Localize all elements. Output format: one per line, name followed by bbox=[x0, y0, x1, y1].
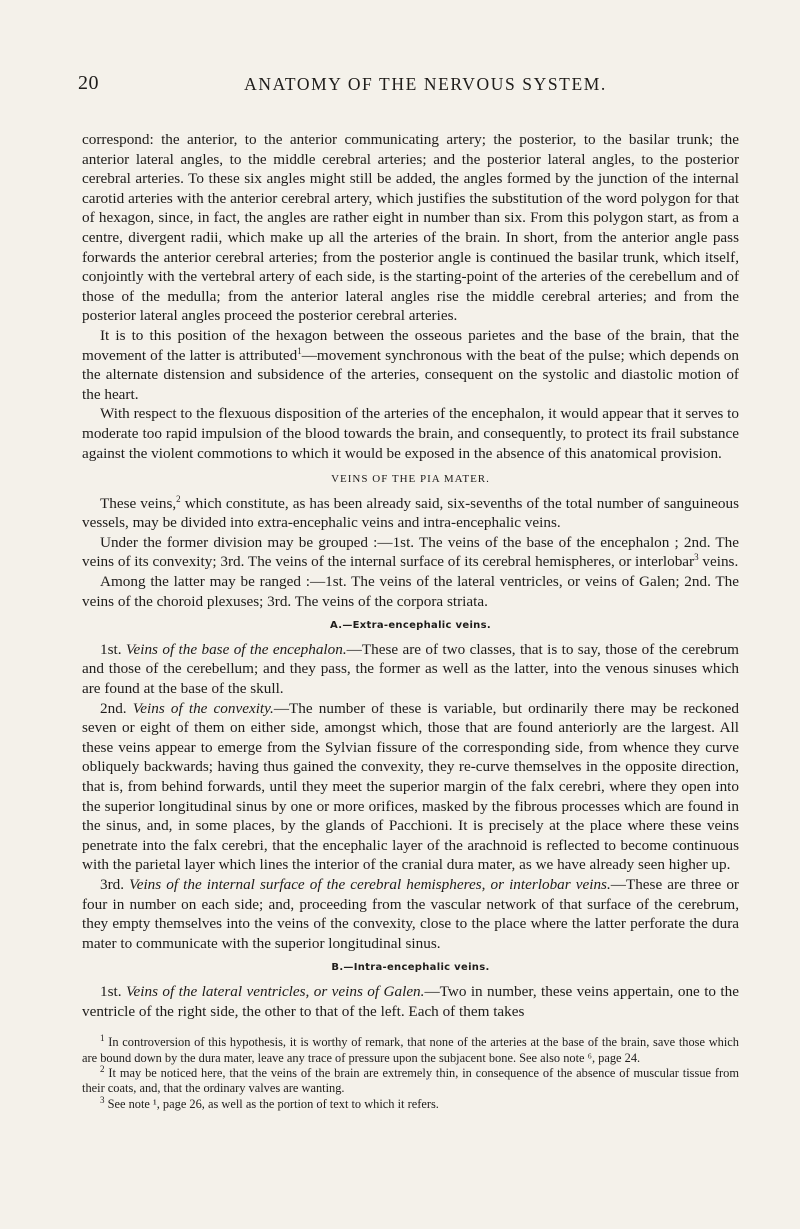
page-header bbox=[78, 72, 739, 102]
paragraph bbox=[82, 875, 739, 953]
italic-title: Veins of the internal surface of the cerebral hemispheres, or interlobar veins. bbox=[129, 875, 611, 893]
text-span: —These are three or four in number on each side; and, proceeding from the vascular network of that surface of the cerebrum, they empty themselves into the veins of the convexity, close to the place where the latter perforate the dura mater to communicate with the superior longitudinal sinus. bbox=[82, 875, 739, 952]
paragraph bbox=[82, 533, 739, 572]
footnote-ref: 2 bbox=[176, 493, 181, 504]
text-span: It is to this position of the hexagon between the osseous parietes and the base of the brain, that the movement of the latter is attributed bbox=[82, 326, 739, 364]
footnote bbox=[82, 1035, 739, 1066]
paragraph bbox=[82, 326, 739, 404]
footnote-mark: 1 bbox=[100, 1033, 105, 1043]
paragraph: With respect to the flexuous disposition of the arteries of the encephalon, it would appear that it serves to moderate too rapid impulsion of the blood towards the brain, and consequently, to protect its frail substance against the violent commotions to which it would be exposed in the absence of this anatomical provision. bbox=[82, 405, 739, 462]
paragraph bbox=[82, 494, 739, 533]
paragraph bbox=[82, 640, 739, 699]
footnote-text: In controversion of this hypothesis, it is worthy of remark, that none of the arteries at the base of the brain, save those which are bound down by the dura mater, leave any trace of pressure upon the subjacent bone. See also note ⁶, page 24. bbox=[82, 1035, 739, 1065]
paragraph: correspond: the anterior, to the anterior communicating artery; the posterior, to the basilar trunk; the anterior lateral angles, to the middle cerebral arteries; and the posterior lateral angles, to the posterior cerebral arteries. To these six angles might still be added, the angles formed by the junction of the internal carotid arteries with the anterior cerebral artery, which justifies the substitution of the word polygon for that of hexagon, since, in fact, the angles are rather eight in number than six. From this polygon start, as from a centre, divergent radii, which make up all the arteries of the brain. In short, from the anterior angle pass forwards the anterior cerebral arteries; from the posterior angle is continued the basilar trunk, which itself, conjointly with the vertebral artery of each side, is the starting-point of the arteries of the cerebellum and of those of the medulla; from the anterior lateral angles rise the middle cerebral arteries; and from the posterior lateral angles proceed the posterior cerebral arteries. bbox=[82, 131, 739, 325]
subsection-heading: B.—Intra-encephalic veins. bbox=[331, 962, 490, 974]
running-head: ANATOMY OF THE NERVOUS SYSTEM. bbox=[244, 74, 607, 94]
subsection-heading: A.—Extra-encephalic veins. bbox=[330, 620, 491, 632]
text-span: —movement synchronous with the beat of the pulse; which depends on the alternate distension and subsidence of the arteries, consequent on the systolic and diastolic motion of the heart. bbox=[82, 346, 739, 403]
text-span: 2nd. bbox=[100, 699, 133, 717]
text-span: 1st. bbox=[100, 982, 126, 1000]
footnote bbox=[82, 1094, 739, 1112]
footnotes bbox=[82, 1035, 739, 1112]
footnote-mark: 3 bbox=[100, 1094, 105, 1105]
text-span: Under the former division may be grouped :—1st. The veins of the base of the encephalon ; 2nd. The veins of its convexity; 3rd. The veins of the internal surface of its cerebral hemispheres, or interlobar bbox=[82, 533, 739, 571]
footnote bbox=[82, 1063, 739, 1097]
body-text bbox=[82, 130, 739, 1021]
footnote-ref: 3 bbox=[694, 552, 699, 563]
page-number: 20 bbox=[78, 72, 99, 94]
text-span: —The number of these is variable, but ordinarily there may be reckoned seven or eight of them on either side, amongst which, those that are found anteriorly are the largest. All these veins appear to emerge from the Sylvian fissure of the corresponding side, from whence they curve obliquely backwards; having thus gained the convexity, they re-curve themselves in the opposite direction, that is, from behind forwards, until they meet the superior margin of the falx cerebri, where they open into the superior longitudinal sinus by one or more orifices, masked by the fibrous processes which are found in the sinus, and, in some places, by the glands of Pacchioni. It is precisely at the place where these veins penetrate into the falx cerebri, that the encephalic layer of the arachnoid is reflected to become continuous with the parietal layer which lines the interior of the cranial dura mater, as we have already seen higher up. bbox=[82, 699, 740, 874]
text-span: 1st. bbox=[100, 640, 126, 658]
paragraph bbox=[82, 982, 739, 1021]
italic-title: Veins of the base of the encephalon. bbox=[125, 640, 347, 658]
section-heading: VEINS OF THE PIA MATER. bbox=[331, 473, 490, 486]
italic-title: Veins of the lateral ventricles, or veins of Galen. bbox=[125, 982, 425, 1000]
text-span: veins. bbox=[698, 553, 739, 571]
footnote-text: It may be noticed here, that the veins of the brain are extremely thin, in consequence of the absence of muscular tissue from their coats, and, that the ordinary valves are wanting. bbox=[82, 1065, 739, 1096]
text-span: —Two in number, these veins appertain, one to the ventricle of the right side, the other to that of the left. Each of them takes bbox=[82, 982, 739, 1020]
text-span: 3rd. bbox=[100, 875, 130, 893]
italic-title: Veins of the convexity. bbox=[132, 699, 274, 717]
paragraph bbox=[82, 699, 739, 875]
paragraph: Among the latter may be ranged :—1st. The veins of the lateral ventricles, or veins of Galen; 2nd. The veins of the choroid plexuses; 3rd. The veins of the corpora striata. bbox=[82, 573, 739, 610]
text-span: These veins, bbox=[100, 494, 177, 512]
footnote-ref: 1 bbox=[297, 345, 302, 356]
text-span: which constitute, as has been already said, six-sevenths of the total number of sanguineous vessels, may be divided into extra-encephalic veins and intra-encephalic veins. bbox=[82, 494, 739, 532]
footnote-text: See note ¹, page 26, as well as the portion of text to which it refers. bbox=[104, 1096, 439, 1111]
footnote-mark: 2 bbox=[100, 1063, 105, 1074]
text-span: —These are of two classes, that is to say, those of the cerebrum and those of the cerebellum; and they pass, the former as well as the latter, into the venous sinuses which are found at the base of the skull. bbox=[82, 640, 739, 698]
